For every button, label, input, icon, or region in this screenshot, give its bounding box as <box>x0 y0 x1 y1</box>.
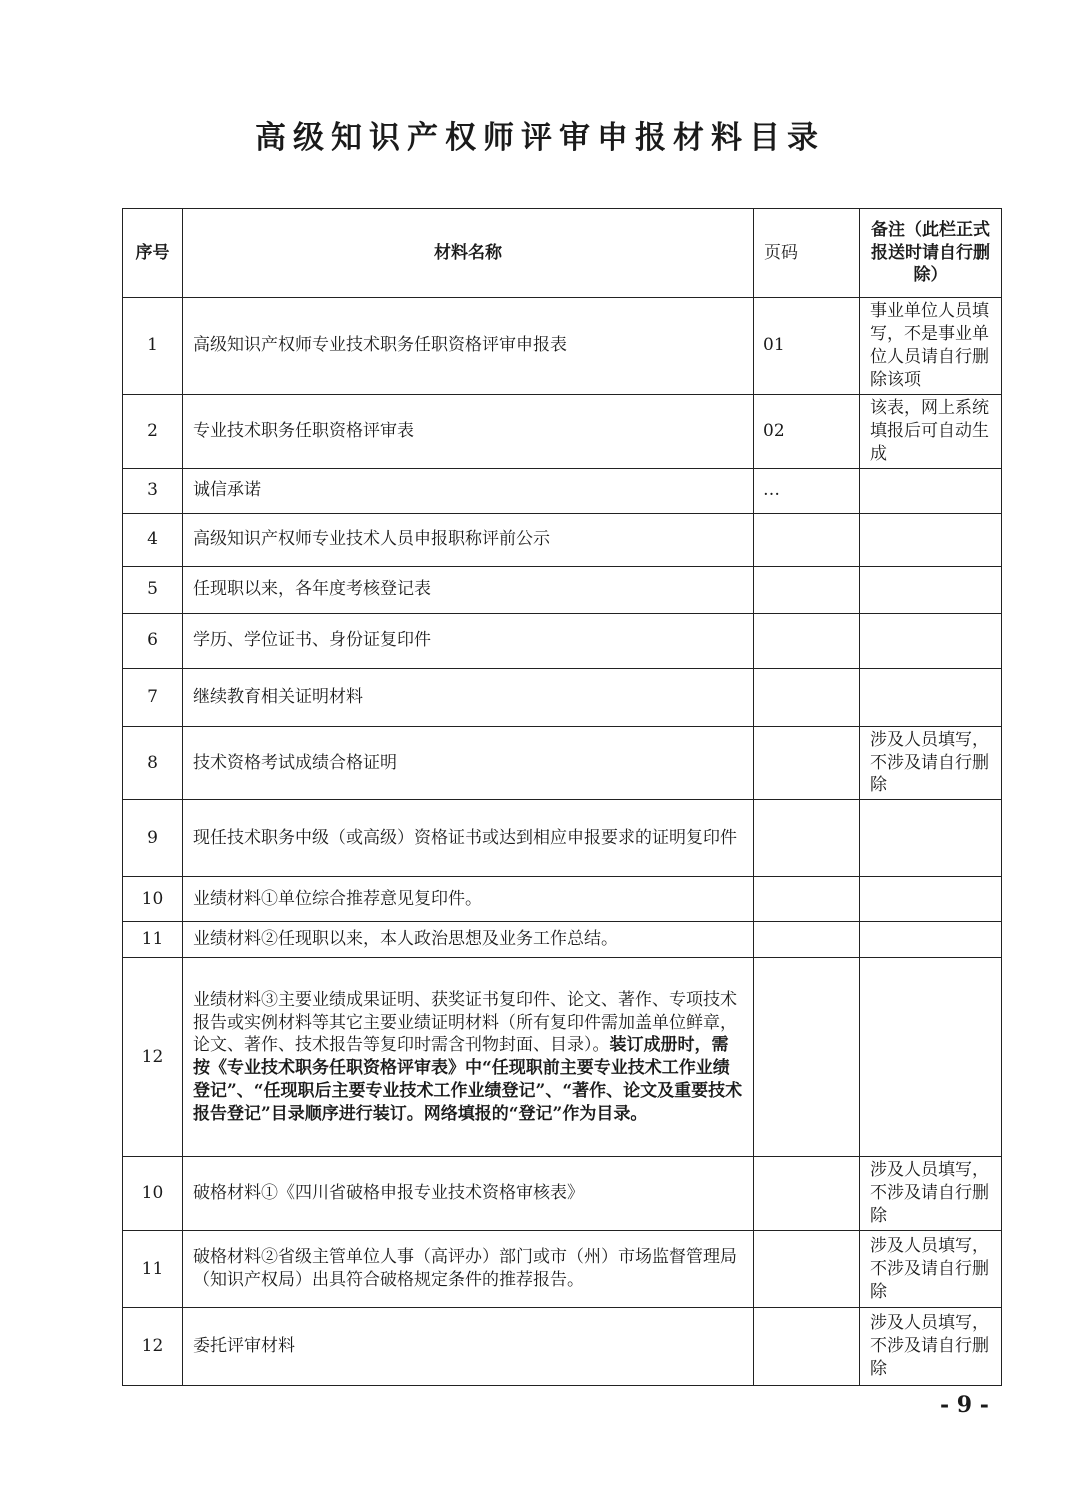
row-number: 2 <box>123 394 183 468</box>
row-page <box>754 726 860 800</box>
row-page <box>754 877 860 922</box>
row-material-name-cell <box>183 298 754 395</box>
row-material-name-cell <box>183 877 754 922</box>
row-number: 3 <box>123 468 183 513</box>
table-row <box>123 468 1002 513</box>
row-material-name-cell <box>183 668 754 726</box>
row-material-name-cell <box>183 613 754 668</box>
row-note <box>860 468 1002 513</box>
row-material-name: 诚信承诺 <box>193 480 261 501</box>
row-page <box>754 922 860 958</box>
row-number: 8 <box>123 726 183 800</box>
row-material-name: 高级知识产权师专业技术职务任职资格评审申报表 <box>193 335 567 356</box>
row-number: 1 <box>123 298 183 395</box>
row-page: 02 <box>754 394 860 468</box>
table-row <box>123 726 1002 800</box>
row-material-name: 学历、学位证书、身份证复印件 <box>193 630 431 651</box>
row-material-name: 继续教育相关证明材料 <box>193 686 363 707</box>
row-material-name: 业绩材料②任现职以来，本人政治思想及业务工作总结。 <box>193 929 618 950</box>
page-number: - 9 - <box>940 1392 989 1418</box>
page-title: 高级知识产权师评审申报材料目录 <box>255 120 825 156</box>
row-material-name: 高级知识产权师专业技术人员申报职称评前公示 <box>193 529 550 550</box>
table-row <box>123 877 1002 922</box>
row-page <box>754 668 860 726</box>
row-number: 11 <box>123 1231 183 1308</box>
row-page <box>754 800 860 877</box>
row-material-name: 业绩材料①单位综合推荐意见复印件。 <box>193 888 482 909</box>
header-name: 材料名称 <box>183 209 754 298</box>
row-number: 5 <box>123 566 183 613</box>
row-note <box>860 513 1002 566</box>
row-note <box>860 877 1002 922</box>
row-number: 7 <box>123 668 183 726</box>
row-note: 该表，网上系统填报后可自动生成 <box>860 394 1002 468</box>
row-material-name: 业绩材料③主要业绩成果证明、获奖证书复印件、论文、著作、专项技术报告或实例材料等其它主要业绩证明材料（所有复印件需加盖单位鲜章，论文、著作、技术报告等复印时需含刊物封面、目录）。 <box>193 989 737 1056</box>
row-page: 01 <box>754 298 860 395</box>
row-page <box>754 566 860 613</box>
row-material-name-cell <box>183 1308 754 1386</box>
header-no: 序号 <box>123 209 183 298</box>
table-row <box>123 513 1002 566</box>
row-material-name: 现任技术职务中级（或高级）资格证书或达到相应申报要求的证明复印件 <box>193 827 737 848</box>
row-note <box>860 922 1002 958</box>
header-note: 备注（此栏正式报送时请自行删除） <box>860 209 1002 298</box>
row-page <box>754 1231 860 1308</box>
table-row <box>123 566 1002 613</box>
row-note <box>860 668 1002 726</box>
row-page <box>754 1308 860 1386</box>
table-header-row <box>123 209 1002 298</box>
row-page <box>754 513 860 566</box>
row-material-name: 破格材料②省级主管单位人事（高评办）部门或市（州）市场监督管理局（知识产权局）出具符合破格规定条件的推荐报告。 <box>193 1247 737 1291</box>
row-number: 11 <box>123 922 183 958</box>
row-number: 10 <box>123 1157 183 1231</box>
table-row <box>123 668 1002 726</box>
row-material-name: 技术资格考试成绩合格证明 <box>193 752 397 773</box>
table-row <box>123 1308 1002 1386</box>
table-row <box>123 800 1002 877</box>
row-note <box>860 958 1002 1157</box>
table-row <box>123 1231 1002 1308</box>
row-number: 12 <box>123 958 183 1157</box>
table-row <box>123 298 1002 395</box>
table-row <box>123 1157 1002 1231</box>
table-row <box>123 922 1002 958</box>
row-material-name-cell <box>183 566 754 613</box>
row-note <box>860 566 1002 613</box>
row-binding-instruction: 装订成册时，需按《专业技术职务任职资格评审表》中“任现职前主要专业技术工作业绩登记”、“任现职后主要专业技术工作业绩登记”、“著作、论文及重要技术报告登记”目录顺序进行装订。网络填报的“登记”作为目录。 <box>193 1035 743 1125</box>
row-page <box>754 1157 860 1231</box>
row-page <box>754 958 860 1157</box>
row-material-name-cell <box>183 468 754 513</box>
row-material-name-cell <box>183 1231 754 1308</box>
row-material-name-cell <box>183 958 754 1157</box>
row-note: 涉及人员填写，不涉及请自行删除 <box>860 726 1002 800</box>
row-page <box>754 613 860 668</box>
table-row <box>123 394 1002 468</box>
row-material-name: 专业技术职务任职资格评审表 <box>193 420 414 441</box>
row-number: 4 <box>123 513 183 566</box>
materials-table <box>122 208 1002 1386</box>
row-material-name: 破格材料①《四川省破格申报专业技术资格审核表》 <box>193 1183 584 1204</box>
row-note: 涉及人员填写，不涉及请自行删除 <box>860 1308 1002 1386</box>
row-material-name-cell <box>183 394 754 468</box>
row-number: 9 <box>123 800 183 877</box>
row-material-name-cell <box>183 800 754 877</box>
header-page: 页码 <box>754 209 860 298</box>
row-number: 12 <box>123 1308 183 1386</box>
row-note: 事业单位人员填写，不是事业单位人员请自行删除该项 <box>860 298 1002 395</box>
row-material-name: 委托评审材料 <box>193 1336 295 1357</box>
row-number: 10 <box>123 877 183 922</box>
row-note: 涉及人员填写，不涉及请自行删除 <box>860 1157 1002 1231</box>
row-note <box>860 613 1002 668</box>
row-material-name-cell <box>183 1157 754 1231</box>
row-number: 6 <box>123 613 183 668</box>
row-note <box>860 800 1002 877</box>
row-page: … <box>754 468 860 513</box>
table-row <box>123 613 1002 668</box>
row-material-name-cell <box>183 922 754 958</box>
row-material-name: 任现职以来，各年度考核登记表 <box>193 579 431 600</box>
row-material-name-cell <box>183 726 754 800</box>
table-row <box>123 958 1002 1157</box>
row-material-name-cell <box>183 513 754 566</box>
row-note: 涉及人员填写，不涉及请自行删除 <box>860 1231 1002 1308</box>
